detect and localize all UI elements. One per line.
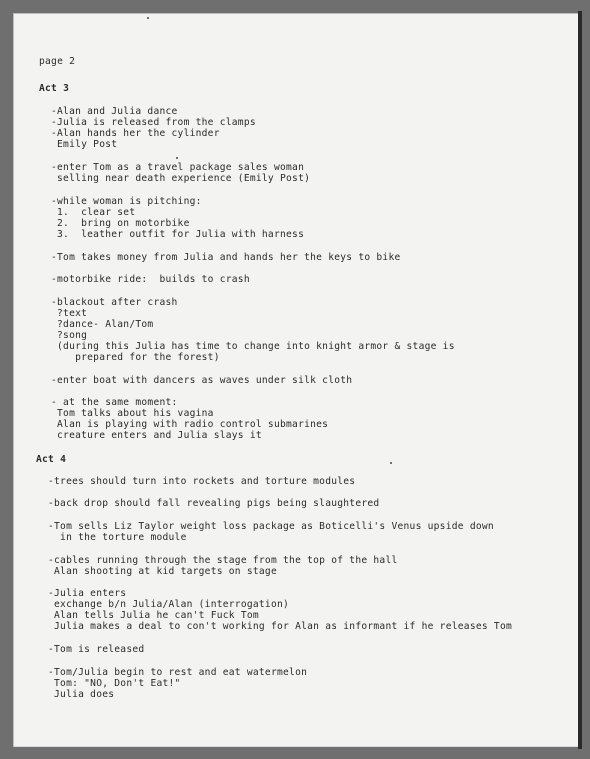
act3-line: (during this Julia has time to change into knight armor & stage is <box>51 341 455 352</box>
act4-line: -back drop should fall revealing pigs being slaughtered <box>48 498 380 509</box>
act3-line: creature enters and Julia slays it <box>51 430 262 441</box>
act3-line: Tom talks about his vagina <box>51 408 214 419</box>
act3-line: Alan is playing with radio control submarines <box>51 419 329 430</box>
act3-line: -Alan and Julia dance <box>51 106 178 117</box>
act4-line: -Tom/Julia begin to rest and eat watermelon <box>48 667 308 678</box>
act4-line: Alan tells Julia he can't Fuck Tom <box>48 610 259 621</box>
act3-line: Emily Post <box>51 139 118 150</box>
act4-line: -Julia enters <box>48 588 127 599</box>
paper-speck <box>176 157 178 159</box>
act3-line: ?dance- Alan/Tom <box>51 319 154 330</box>
act3-line: -enter boat with dancers as waves under silk cloth <box>51 375 353 386</box>
act3-line: 2. bring on motorbike <box>51 218 190 229</box>
act4-heading: Act 4 <box>36 454 67 465</box>
page-number: page 2 <box>39 56 76 67</box>
act3-line: 3. leather outfit for Julia with harness <box>51 229 305 240</box>
act3-line: selling near death experience (Emily Post) <box>51 173 311 184</box>
act3-line: ?song <box>51 330 88 341</box>
page-edge-shadow <box>578 11 582 749</box>
paper-speck <box>390 462 392 464</box>
act4-line: -cables running through the stage from the top of the hall <box>48 555 398 566</box>
act4-line: -Tom sells Liz Taylor weight loss package as Boticelli's Venus upside down <box>48 521 494 532</box>
act3-line: 1. clear set <box>51 207 136 218</box>
act3-line: ?text <box>51 308 88 319</box>
act4-line: Alan shooting at kid targets on stage <box>48 566 277 577</box>
act4-line: Tom: "NO, Don't Eat!" <box>48 678 181 689</box>
paper-speck <box>147 17 149 19</box>
act4-line: exchange b/n Julia/Alan (interrogation) <box>48 599 290 610</box>
act3-line: -motorbike ride: builds to crash <box>51 274 250 285</box>
act4-line: Julia makes a deal to con't working for Alan as informant if he releases Tom <box>48 621 512 632</box>
act3-line: -enter Tom as a travel package sales woman <box>51 162 305 173</box>
act3-line: - at the same moment: <box>51 397 178 408</box>
act3-line: prepared for the forest) <box>51 352 220 363</box>
act4-line: in the torture module <box>48 532 187 543</box>
act3-heading: Act 3 <box>39 83 70 94</box>
act3-line: -Tom takes money from Julia and hands her the keys to bike <box>51 252 401 263</box>
act4-line: -Tom is released <box>48 644 145 655</box>
act4-line: -trees should turn into rockets and torture modules <box>48 476 356 487</box>
act3-line: -Julia is released from the clamps <box>51 117 256 128</box>
act4-line: Julia does <box>48 689 115 700</box>
act3-line: -Alan hands her the cylinder <box>51 128 220 139</box>
act3-line: -blackout after crash <box>51 297 178 308</box>
act3-line: -while woman is pitching: <box>51 196 202 207</box>
